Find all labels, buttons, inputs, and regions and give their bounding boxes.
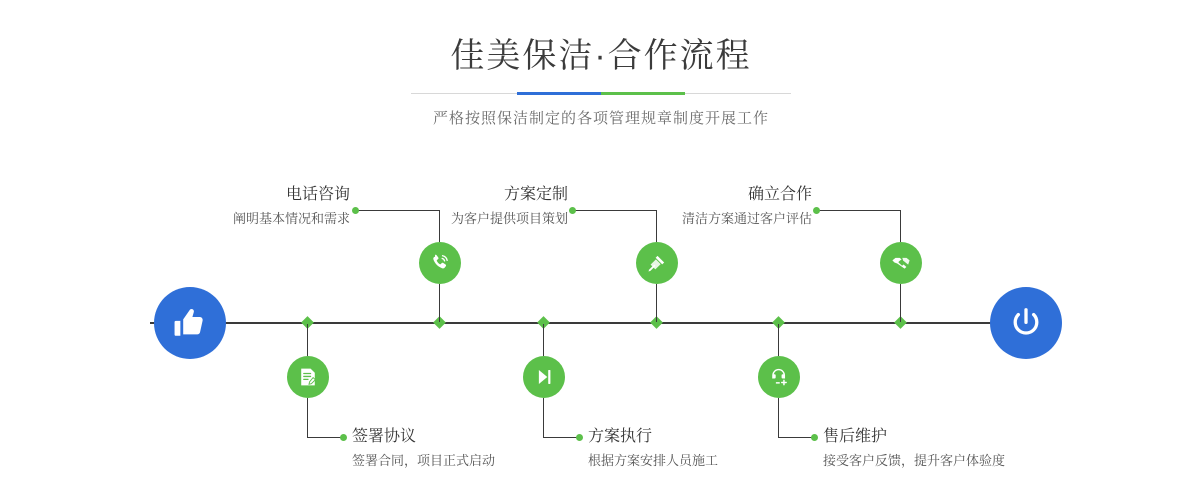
connector-line (307, 437, 343, 438)
connector-line (656, 284, 657, 322)
connector-line (439, 284, 440, 322)
connector-dot (811, 434, 818, 441)
connector-line (900, 284, 901, 322)
headset-support-icon (768, 366, 790, 388)
thumbs-up-icon (173, 306, 207, 340)
step-node-1 (419, 242, 461, 284)
connector-line (900, 210, 901, 242)
play-next-icon (533, 366, 555, 388)
step-node-5 (880, 242, 922, 284)
step-desc: 签署合同，项目正式启动 (352, 453, 496, 468)
timeline-axis (150, 322, 1055, 324)
timeline-end-node (990, 287, 1062, 359)
step-label-2 (352, 427, 495, 471)
connector-dot (340, 434, 347, 441)
connector-line (543, 437, 579, 438)
connector-line (778, 398, 779, 437)
connector-line (543, 324, 544, 356)
step-title: 方案定制 (503, 186, 568, 203)
connector-line (307, 324, 308, 356)
pen-ruler-icon (646, 252, 668, 274)
timeline-start-node (154, 287, 226, 359)
step-label-1 (172, 185, 350, 229)
step-title: 电话咨询 (285, 186, 350, 203)
connector-dot (576, 434, 583, 441)
step-title: 签署协议 (352, 428, 417, 445)
step-node-6 (758, 356, 800, 398)
title-divider (411, 92, 791, 95)
connector-line (307, 398, 308, 437)
step-title: 售后维护 (823, 428, 888, 445)
connector-line (543, 398, 544, 437)
handshake-icon (890, 252, 912, 274)
step-desc: 接受客户反馈，提升客户体验度 (823, 453, 1006, 468)
step-label-3 (390, 185, 568, 229)
step-title: 确立合作 (747, 186, 812, 203)
step-desc: 为客户提供项目策划 (450, 211, 568, 226)
step-label-5 (634, 185, 812, 229)
connector-line (778, 437, 814, 438)
step-label-4 (588, 427, 718, 471)
page-title: 佳美保洁·合作流程 (450, 37, 752, 75)
connector-line (778, 324, 779, 356)
flow-timeline (0, 160, 1202, 502)
connector-line (816, 210, 901, 211)
step-node-4 (523, 356, 565, 398)
step-title: 方案执行 (588, 428, 653, 445)
step-node-3 (636, 242, 678, 284)
step-label-6 (823, 427, 1005, 471)
connector-dot (352, 207, 359, 214)
divider-accent-blue (517, 92, 601, 95)
connector-dot (813, 207, 820, 214)
connector-dot (569, 207, 576, 214)
step-desc: 根据方案安排人员施工 (588, 453, 719, 468)
step-node-2 (287, 356, 329, 398)
power-icon (1008, 305, 1044, 341)
document-edit-icon (297, 366, 319, 388)
page-subtitle: 严格按照保洁制定的各项管理规章制度开展工作 (432, 110, 769, 127)
step-desc: 阐明基本情况和需求 (232, 211, 350, 226)
step-desc: 清洁方案通过客户评估 (681, 211, 812, 226)
header (0, 34, 1202, 128)
phone-icon (429, 252, 451, 274)
divider-accent-green (601, 92, 685, 95)
